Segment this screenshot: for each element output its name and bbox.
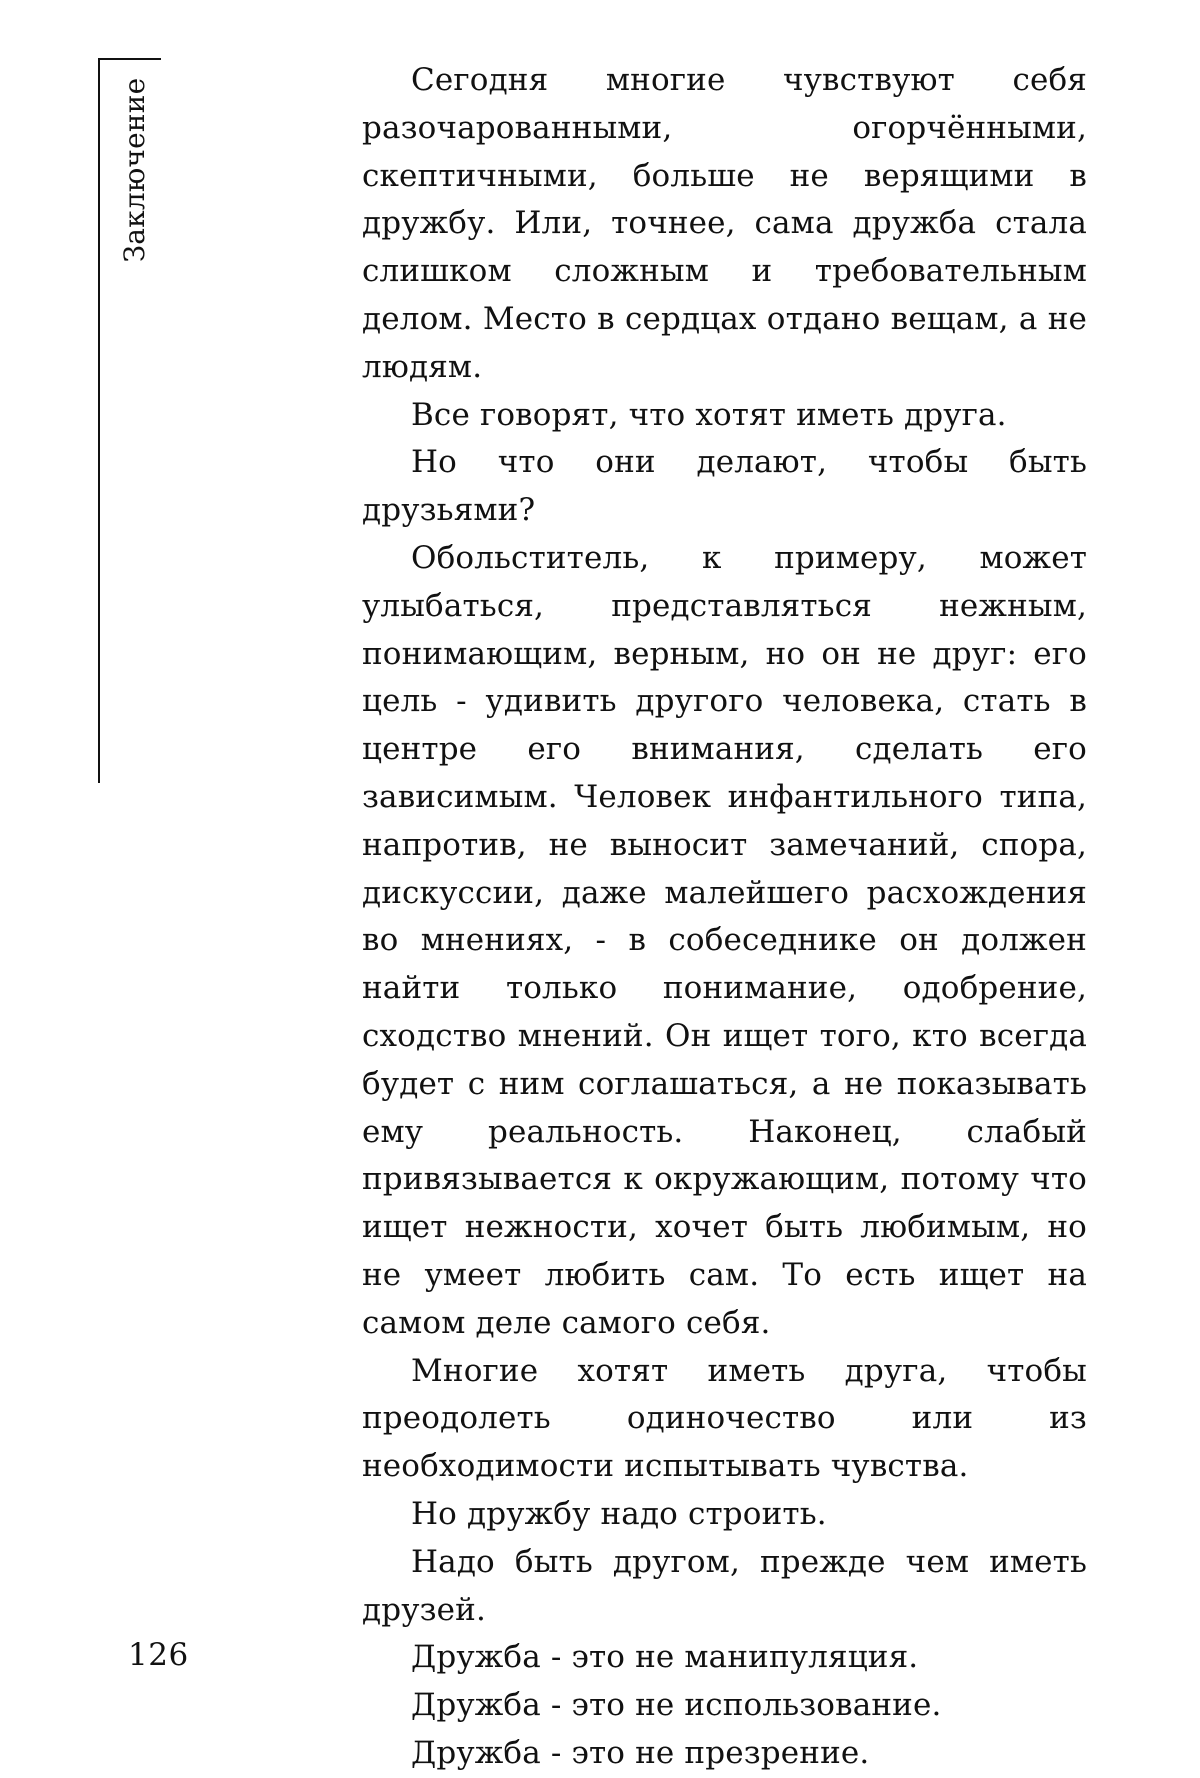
paragraph-question: Но что они делают, чтобы быть друзьями?	[362, 439, 1087, 535]
paragraph-loneliness: Многие хотят иметь друга, чтобы преодолеть одиночество или из необходимости испытывать чувства.	[362, 1348, 1087, 1491]
paragraph-types-of-people: Обольститель, к примеру, может улыбаться, представляться нежным, понимающим, верным, но он не друг: его цель - удивить другого человека, стать в центре его внимания, сделать его зависимым. Человек инфантильного типа, напротив, не выносит замечаний, спора, дискуссии, даже малейшего расхождения во мнениях, - в собеседнике он должен найти только понимание, одобрение, сходство мнений. Он ищет того, кто всегда будет с ним соглашаться, а не показывать ему реальность. Наконец, слабый привязывается к окружающим, потому что ищет нежности, хочет быть любимым, но не умеет любить сам. То есть ищет на самом деле самого себя.	[362, 535, 1087, 1348]
paragraph-not-manipulation: Дружба - это не манипуляция.	[362, 1634, 1087, 1682]
paragraph-build-friendship: Но дружбу надо строить.	[362, 1491, 1087, 1539]
book-page	[0, 0, 1200, 1765]
page-number: 126	[128, 1635, 189, 1675]
paragraph-disappointment: Сегодня многие чувствуют себя разочарованными, огорчёнными, скептичными, больше не верящими в дружбу. Или, точнее, сама дружба стала слишком сложным и требовательным делом. Место в сердцах отдано вещам, а не людям.	[362, 57, 1087, 392]
page-body-text	[362, 57, 1087, 1778]
paragraph-not-use: Дружба - это не использование.	[362, 1682, 1087, 1730]
paragraph-everyone-wants-friend: Все говорят, что хотят иметь друга.	[362, 392, 1087, 440]
running-head-vertical-rule	[98, 58, 100, 783]
running-head: Заключение	[114, 60, 156, 280]
paragraph-not-contempt: Дружба - это не презрение.	[362, 1730, 1087, 1778]
paragraph-be-a-friend: Надо быть другом, прежде чем иметь друзей.	[362, 1539, 1087, 1635]
